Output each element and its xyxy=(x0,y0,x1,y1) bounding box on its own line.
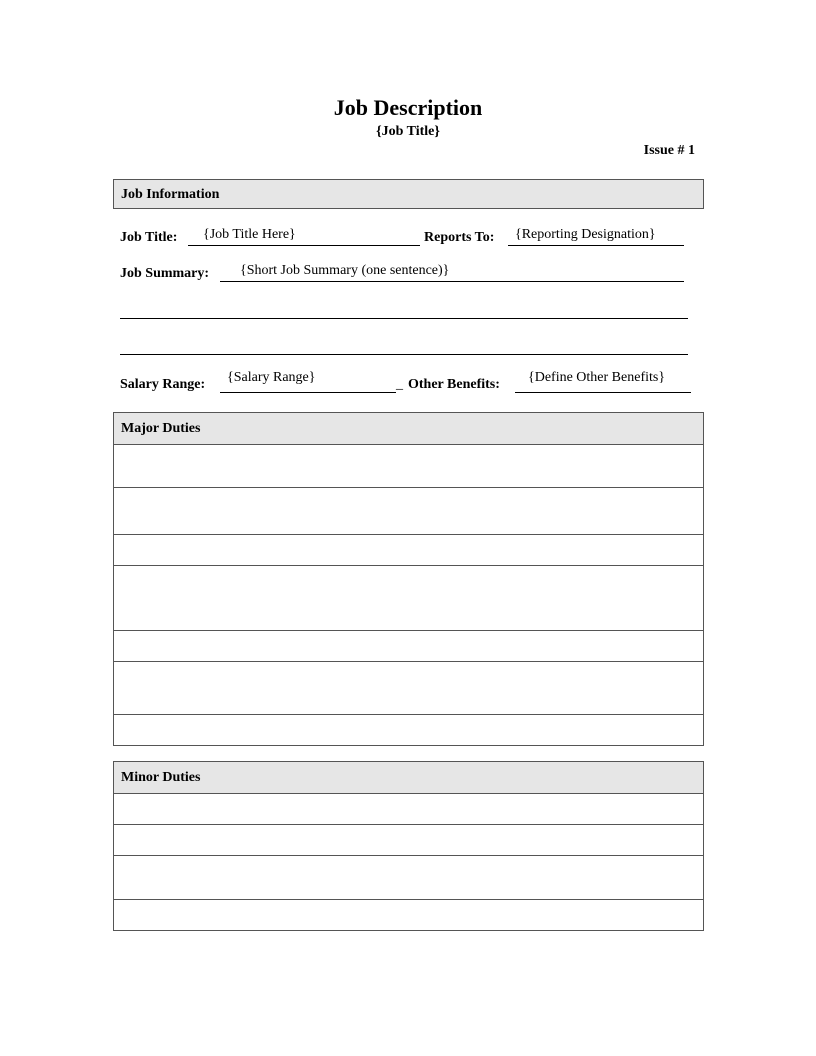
other-benefits-label: Other Benefits: xyxy=(408,377,500,392)
job-summary-line-2[interactable] xyxy=(120,300,688,319)
reports-to-value: {Reporting Designation} xyxy=(515,227,656,242)
minor-duty-row[interactable] xyxy=(114,825,703,856)
minor-duty-row[interactable] xyxy=(114,900,703,930)
salary-range-label: Salary Range: xyxy=(120,377,206,392)
job-summary-value: {Short Job Summary (one sentence)} xyxy=(240,263,450,278)
job-information-header: Job Information xyxy=(113,179,704,209)
salary-separator: _ xyxy=(396,377,403,392)
page-subtitle: {Job Title} xyxy=(376,124,440,139)
minor-duty-row[interactable] xyxy=(114,794,703,825)
major-duty-row[interactable] xyxy=(114,566,703,631)
major-duty-row[interactable] xyxy=(114,631,703,662)
salary-range-value: {Salary Range} xyxy=(227,370,316,385)
reports-to-label: Reports To: xyxy=(424,230,495,245)
job-summary-label: Job Summary: xyxy=(120,266,210,281)
job-title-label: Job Title: xyxy=(120,230,178,245)
major-duty-row[interactable] xyxy=(114,445,703,488)
other-benefits-value: {Define Other Benefits} xyxy=(528,370,666,385)
major-duty-row[interactable] xyxy=(114,535,703,566)
major-duty-row[interactable] xyxy=(114,662,703,715)
job-summary-line-3[interactable] xyxy=(120,336,688,355)
minor-duties-header: Minor Duties xyxy=(114,762,703,794)
major-duties-header: Major Duties xyxy=(114,413,703,445)
job-title-value: {Job Title Here} xyxy=(203,227,296,242)
issue-number: Issue # 1 xyxy=(643,143,695,158)
major-duty-row[interactable] xyxy=(114,488,703,535)
major-duties-table xyxy=(113,412,704,746)
minor-duties-table xyxy=(113,761,704,931)
major-duty-row[interactable] xyxy=(114,715,703,745)
page-title: Job Description xyxy=(333,95,483,120)
minor-duty-row[interactable] xyxy=(114,856,703,900)
